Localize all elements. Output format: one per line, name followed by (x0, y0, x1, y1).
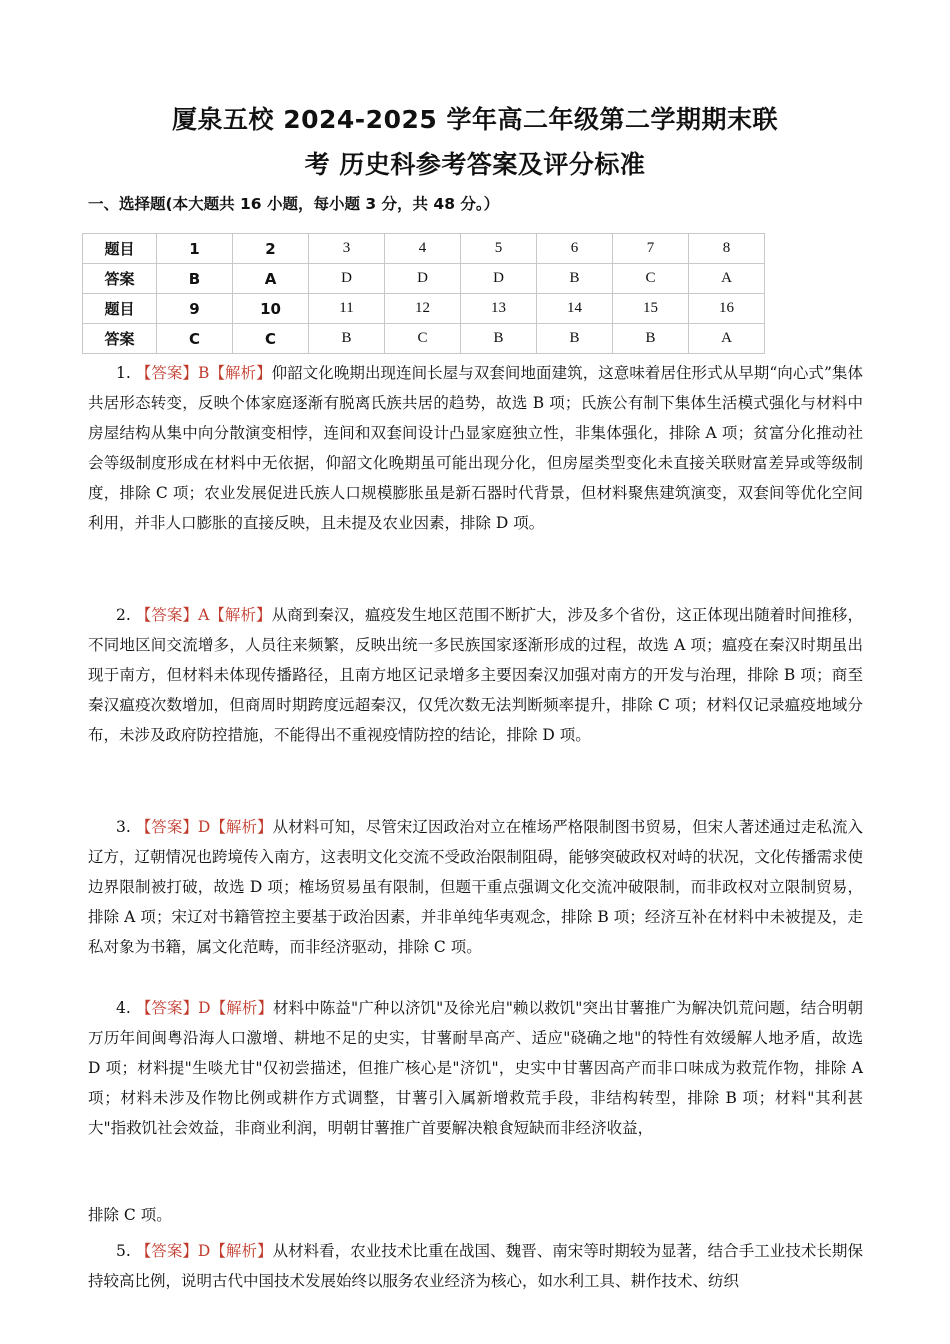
table-row-answers-1 (83, 264, 765, 294)
cell: B (537, 264, 613, 294)
table-row-questions-2 (83, 294, 765, 324)
analysis-text: 从商到秦汉，瘟疫发生地区范围不断扩大，涉及多个省份，这正体现出随着时间推移，不同地区间交流增多，人员往来频繁，反映出统一多民族国家逐渐形成的过程，故选 A 项；瘟疫在秦汉时期虽出现于南方，但材料未体现传播路径，且南方地区记录增多主要因秦汉加强对南方的开发与治理，排除 B 项；商至秦汉瘟疫次数增加，但商周时期跨度远超秦汉，仅凭次数无法判断频率提升，排除 C 项；材料仅记录瘟疫地域分布，未涉及政府防控措施，不能得出不重视疫情防控的结论，排除 D 项。 (88, 606, 863, 744)
answer-item-1 (88, 358, 863, 538)
cell: A (689, 264, 765, 294)
cell: 15 (613, 294, 689, 324)
analysis-text: 材料中陈益"广种以济饥"及徐光启"赖以救饥"突出甘薯推广为解决饥荒问题，结合明朝万历年间闽粤沿海人口激增、耕地不足的史实，甘薯耐旱高产、适应"硗确之地"的特性有效缓解人地矛盾，故选 D 项；材料提"生啖尤甘"仅初尝描述，但推广核心是"济饥"，史实中甘薯因高产而非口味成为救荒作物，排除 A 项；材料未涉及作物比例或耕作方式调整，甘薯引入属新增救荒手段，非结构转型，排除 B 项；材料"其利甚大"指救饥社会效益，非商业利润，明朝甘薯推广首要解决粮食短缺而非经济收益， (88, 999, 863, 1137)
cell: D (309, 264, 385, 294)
cell: D (461, 264, 537, 294)
section-heading: 一、选择题(本大题共 16 小题，每小题 3 分，共 48 分。） (88, 195, 500, 213)
cell: 7 (613, 234, 689, 264)
cell: 14 (537, 294, 613, 324)
analysis-text: 从材料看，农业技术比重在战国、魏晋、南宋等时期较为显著，结合手工业技术长期保持较高比例，说明古代中国技术发展始终以服务农业经济为核心，如水利工具、耕作技术、纺织 (88, 1242, 863, 1290)
cell: 2 (233, 234, 309, 264)
cell: 3 (309, 234, 385, 264)
answer-label: 【答案】 (135, 364, 198, 382)
cell: C (385, 324, 461, 354)
cell: 12 (385, 294, 461, 324)
answer-value: A (198, 606, 210, 624)
cell: B (537, 324, 613, 354)
cell: C (157, 324, 233, 354)
document-title-line2: 考 历史科参考答案及评分标准 (304, 150, 646, 179)
analysis-text: 仰韶文化晚期出现连间长屋与双套间地面建筑，这意味着居住形式从早期“向心式”集体共居形态转变，反映个体家庭逐渐有脱离氏族共居的趋势，故选 B 项；氏族公有制下集体生活模式强化与材料中房屋结构从集中向分散演变相悖，连间和双套间设计凸显家庭独立性，非集体强化，排除 A 项；贫富分化推动社会等级制度形成在材料中无依据，仰韶文化晚期虽可能出现分化，但房屋类型变化未直接关联财富差异或等级制度，排除 C 项；农业发展促进氏族人口规模膨胀虽是新石器时代背景，但材料聚焦建筑演变，双套间等优化空间利用，并非人口膨胀的直接反映，且未提及农业因素，排除 D 项。 (88, 364, 863, 532)
answer-label: 【答案】 (135, 606, 199, 624)
cell: B (461, 324, 537, 354)
cell: B (613, 324, 689, 354)
item-number: 1. (116, 364, 131, 382)
analysis-label: 【解析】 (209, 606, 272, 624)
cell: C (233, 324, 309, 354)
item-number: 5. (116, 1242, 131, 1260)
cell: B (157, 264, 233, 294)
answer-value: D (197, 818, 211, 836)
answer-label: 【答案】 (135, 999, 199, 1017)
cell: A (689, 324, 765, 354)
analysis-label: 【解析】 (210, 818, 273, 836)
table-row-questions-1 (83, 234, 765, 264)
answer-table (82, 233, 765, 354)
cell: A (233, 264, 309, 294)
cell: C (613, 264, 689, 294)
analysis-label: 【解析】 (209, 364, 272, 382)
answer-value: D (197, 1242, 211, 1260)
answer-value: D (198, 999, 211, 1017)
row-label: 答案 (83, 264, 157, 294)
answer-item-4 (88, 993, 863, 1143)
cell: 13 (461, 294, 537, 324)
analysis-text: 从材料可知，尽管宋辽因政治对立在榷场严格限制图书贸易，但宋人著述通过走私流入辽方，辽朝情况也跨境传入南方，这表明文化交流不受政治限制阻碍，能够突破政权对峙的状况，文化传播需求使边界限制被打破，故选 D 项；榷场贸易虽有限制，但题干重点强调文化交流冲破限制，而非政权对立限制贸易，排除 A 项；宋辽对书籍管控主要基于政治因素，并非单纯华夷观念，排除 B 项；经济互补在材料中未被提及，走私对象为书籍，属文化范畴，而非经济驱动，排除 C 项。 (88, 818, 864, 956)
cell: 10 (233, 294, 309, 324)
answer-value: B (198, 364, 210, 382)
answer-item-4-tail: 排除 C 项。 (88, 1206, 172, 1224)
document-title-line1: 厦泉五校 2024-2025 学年高二年级第二学期期末联 (172, 105, 778, 134)
cell: 5 (461, 234, 537, 264)
cell: 4 (385, 234, 461, 264)
cell: 6 (537, 234, 613, 264)
analysis-label: 【解析】 (210, 1242, 273, 1260)
answer-item-5 (88, 1236, 863, 1296)
row-label: 题目 (83, 294, 157, 324)
answer-label: 【答案】 (135, 1242, 198, 1260)
cell: 11 (309, 294, 385, 324)
cell: D (385, 264, 461, 294)
item-number: 3. (116, 818, 131, 836)
answer-item-2 (88, 600, 863, 750)
analysis-label: 【解析】 (210, 999, 274, 1017)
row-label: 答案 (83, 324, 157, 354)
cell: 8 (689, 234, 765, 264)
answer-item-3 (88, 812, 863, 962)
cell: B (309, 324, 385, 354)
item-number: 4. (116, 999, 131, 1017)
cell: 16 (689, 294, 765, 324)
table-row-answers-2 (83, 324, 765, 354)
item-number: 2. (116, 606, 131, 624)
cell: 9 (157, 294, 233, 324)
answer-label: 【答案】 (135, 818, 198, 836)
cell: 1 (157, 234, 233, 264)
row-label: 题目 (83, 234, 157, 264)
